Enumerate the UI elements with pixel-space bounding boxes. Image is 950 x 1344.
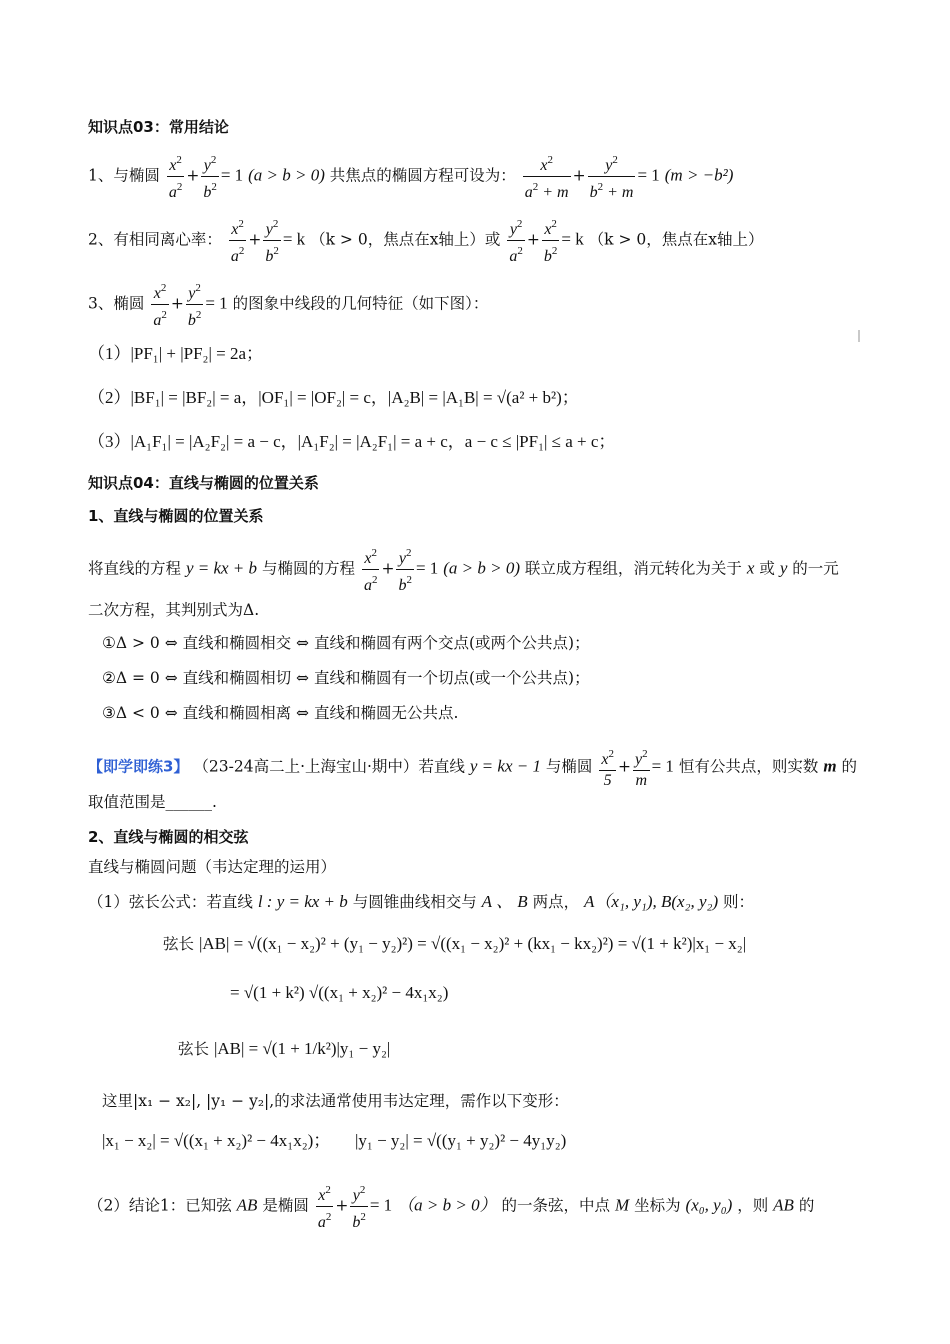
item1-cond: (a > b > 0)	[248, 165, 325, 185]
para1-var-y: y	[779, 558, 788, 578]
practice-var: m	[823, 756, 837, 776]
formula-1	[163, 933, 746, 955]
conclusion-1: （2）结论1：已知弦 AB 是椭圆 $\frac{x^2}{a^2}$ + $\frac{y^2}{b^2}$ = 1 （a > b > 0） 的一条弦，中点 M 坐标为 (x₀, y₀) ，则 AB 的	[88, 1180, 814, 1233]
item3-frac-y: $\frac{y^2}{b^2}$	[186, 278, 204, 331]
practice-tag: 【即学即练3】	[88, 757, 189, 776]
item2-cond2: （k > 0，焦点在x轴上）	[588, 230, 764, 249]
para1-line-eq: y = kx + b	[185, 558, 258, 578]
kp04-case3: ③Δ < 0 ⇔ 直线和椭圆相离 ⇔ 直线和椭圆无公共点.	[102, 704, 459, 722]
chord-then: 则：	[723, 893, 755, 911]
kp04-para2: 二次方程，其判别式为Δ.	[88, 601, 260, 619]
concl-frac-x: $\frac{x^2}{a^2}$	[316, 1180, 334, 1233]
kp03-item1: 1、与椭圆 $\frac{x^2}{a^2}$ + $\frac{y^2}{b^2}$ = 1 (a > b > 0) 共焦点的椭圆方程可设为： $\frac{x^2}{a^2 + m}$ + $\frac{y^2}{b^2 + m}$ = 1 (m > −b²)	[88, 150, 733, 203]
para1-var-x: x	[746, 558, 755, 578]
chord-intro	[88, 891, 754, 913]
ecc2-frac-y: $\frac{y^2}{a^2}$	[507, 214, 525, 267]
ecc-frac-y: $\frac{y^2}{b^2}$	[263, 214, 281, 267]
para1-c: 联立成方程组，消元转化为关于	[524, 559, 742, 578]
f3-expr: |AB| = √(1 + 1/k²)|y₁ − y₂|	[213, 1039, 391, 1058]
para1-a: 将直线的方程	[88, 559, 182, 578]
practice-line2: 取值范围是______.	[88, 793, 217, 811]
item1-mid: 共焦点的椭圆方程可设为：	[329, 166, 516, 185]
practice-mid: 与椭圆	[545, 757, 593, 776]
practice-line-eq: y = kx − 1	[469, 756, 541, 776]
practice-source: （23-24高二上·上海宝山·期中）若直线	[193, 757, 465, 776]
para1-frac-x: $\frac{x^2}{a^2}$	[362, 543, 380, 596]
para1-g: 的一元	[792, 559, 839, 578]
f1-expr: |AB| = √((x₁ − x₂)² + (y₁ − y₂)²) = √((x₁ − x₂)² + (kx₁ − kx₂)²) = √(1 + k²)|x₁ − x₂|	[198, 934, 747, 953]
vieta-x: |x₁ − x₂| = √((x₁ + x₂)² − 4x₁x₂)；	[102, 1131, 331, 1150]
practice-end: 的	[841, 757, 857, 776]
formula-3	[178, 1038, 390, 1060]
vieta-y: |y₁ − y₂| = √((y₁ + y₂)² − 4y₁y₂)	[355, 1131, 567, 1150]
practice-line1: 【即学即练3】 （23-24高二上·上海宝山·期中）若直线 y = kx − 1 与椭圆 $\frac{x^2}{5}$ + $\frac{y^2}{m}$ = 1 恒有公共点，则实数 m 的	[88, 744, 857, 791]
chord-mid: 与圆锥曲线相交与	[352, 893, 477, 911]
para1-b: 与椭圆的方程	[261, 559, 355, 578]
concl-d: 坐标为	[634, 1196, 681, 1215]
para1-e: 或	[759, 559, 775, 578]
concl-e: ，则	[737, 1196, 769, 1215]
f1-label: 弦长	[163, 935, 195, 953]
kp03-sub1: （1）|PF₁| + |PF₂| = 2a；	[88, 344, 264, 363]
scan-mark	[858, 330, 860, 342]
concl-ab2: AB	[773, 1195, 794, 1215]
chord-points: A 、 B	[481, 892, 528, 911]
ecc-frac-x: $\frac{x^2}{a^2}$	[229, 214, 247, 267]
practice-tail: 恒有公共点，则实数	[678, 757, 819, 776]
item3-label: 3、椭圆	[88, 294, 145, 313]
kp03-item2: 2、有相同离心率： $\frac{x^2}{a^2}$ + $\frac{y^2}{b^2}$ = k （k > 0，焦点在x轴上）或 $\frac{y^2}{a^2}$ + $\frac{x^2}{b^2}$ = k （k > 0，焦点在x轴上）	[88, 214, 764, 267]
sec2-title: 2、直线与椭圆的相交弦	[88, 828, 249, 846]
vieta-note: 这里|x₁ − x₂|, |y₁ − y₂|,的求法通常使用韦达定理，需作以下变形：	[102, 1092, 569, 1110]
chord-two: 两点，	[532, 893, 580, 911]
confocal-frac-x: $\frac{x^2}{a^2 + m}$	[523, 150, 571, 203]
concl-m: M	[614, 1195, 630, 1215]
kp03-item3: 3、椭圆 $\frac{x^2}{a^2}$ + $\frac{y^2}{b^2}$ = 1 的图象中线段的几何特征（如下图）：	[88, 278, 488, 331]
ellipse-frac-y: $\frac{y^2}{b^2}$	[201, 150, 219, 203]
item2-cond1: （k > 0，焦点在x轴上）或	[310, 230, 501, 249]
kp04-para1: 将直线的方程 y = kx + b 与椭圆的方程 $\frac{x^2}{a^2}$ + $\frac{y^2}{b^2}$ = 1 (a > b > 0) 联立成方程组，消元转化为关于 x 或 y 的一元	[88, 543, 839, 596]
kp03-title: 知识点03：常用结论	[88, 118, 229, 136]
concl-xy: (x₀, y₀)	[685, 1195, 733, 1215]
ellipse-frac-x: $\frac{x^2}{a^2}$	[167, 150, 185, 203]
concl-c: 的一条弦，中点	[501, 1196, 611, 1215]
kp04-case2: ②Δ = 0 ⇔ 直线和椭圆相切 ⇔ 直线和椭圆有一个切点(或一个公共点)；	[102, 669, 590, 687]
item2-label: 2、有相同离心率：	[88, 230, 222, 249]
practice-frac-y: $\frac{y^2}{m}$	[633, 744, 650, 791]
item1-cond2: (m > −b²)	[664, 165, 734, 185]
chord-intro-text: （1）弦长公式：若直线	[88, 893, 253, 911]
chord-line-eq: l : y = kx + b	[257, 892, 348, 911]
kp04-case1: ①Δ > 0 ⇔ 直线和椭圆相交 ⇔ 直线和椭圆有两个交点(或两个公共点)；	[102, 634, 590, 652]
f3-label: 弦长	[178, 1040, 210, 1058]
item3-tail: 的图象中线段的几何特征（如下图）：	[232, 294, 489, 313]
formula-2: = √(1 + k²) √((x₁ + x₂)² − 4x₁x₂)	[230, 983, 449, 1002]
kp04-title: 知识点04：直线与椭圆的位置关系	[88, 474, 319, 492]
concl-f: 的	[798, 1196, 815, 1215]
confocal-frac-y: $\frac{y^2}{b^2 + m}$	[588, 150, 636, 203]
chord-coords: A（x₁, y₁), B(x₂, y₂)	[584, 892, 719, 911]
para1-frac-y: $\frac{y^2}{b^2}$	[396, 543, 414, 596]
concl-cond: （a > b > 0）	[397, 1195, 497, 1215]
sec2-intro: 直线与椭圆问题（韦达定理的运用）	[88, 858, 337, 876]
para1-cond: (a > b > 0)	[443, 558, 520, 578]
kp04-sec1-title: 1、直线与椭圆的位置关系	[88, 507, 264, 525]
kp03-sub3: （3）|A₁F₁| = |A₂F₂| = a − c，|A₁F₂| = |A₂F₁| = a + c，a − c ≤ |PF₁| ≤ a + c；	[88, 432, 616, 451]
item1-label: 1、与椭圆	[88, 166, 160, 185]
item3-frac-x: $\frac{x^2}{a^2}$	[151, 278, 169, 331]
kp03-sub2: （2）|BF₁| = |BF₂| = a，|OF₁| = |OF₂| = c，|A₂B| = |A₁B| = √(a² + b²)；	[88, 388, 579, 407]
concl-a: （2）结论1：已知弦	[88, 1196, 232, 1215]
practice-frac-x: $\frac{x^2}{5}$	[599, 744, 616, 791]
concl-frac-y: $\frac{y^2}{b^2}$	[350, 1180, 368, 1233]
concl-b: 是椭圆	[262, 1196, 309, 1215]
ecc2-frac-x: $\frac{x^2}{b^2}$	[542, 214, 560, 267]
concl-ab: AB	[236, 1195, 258, 1215]
